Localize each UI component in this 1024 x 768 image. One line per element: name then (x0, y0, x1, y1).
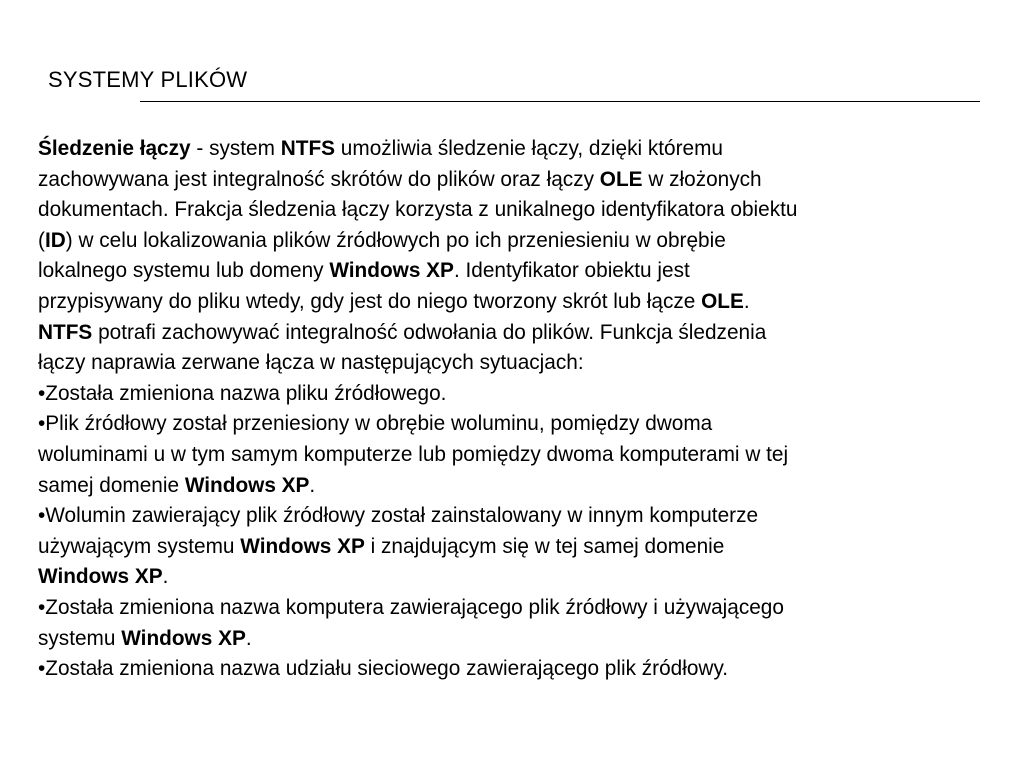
text-run: łączy naprawia zerwane łącza w następujących sytuacjach: (38, 351, 584, 375)
text-run: dokumentach. Frakcja śledzenia łączy korzysta z unikalnego identyfikatora obiektu (38, 198, 798, 222)
text-run: w złożonych (642, 167, 762, 191)
text-run: . (162, 565, 169, 589)
bold-term: NTFS (38, 320, 93, 344)
body-line (38, 624, 988, 655)
text-run: zachowywana jest integralność skrótów do plików oraz łączy (38, 167, 600, 191)
body-line (38, 134, 988, 165)
bold-term: Windows XP (329, 259, 454, 283)
text-run: •Została zmieniona nazwa komputera zawierającego plik źródłowy i używającego (38, 595, 784, 619)
body-line (38, 593, 988, 624)
bold-term: Windows XP (121, 626, 246, 650)
text-run: - system (190, 137, 281, 160)
body-line (38, 226, 988, 257)
bold-term: Windows XP (38, 565, 163, 589)
bold-term: Windows XP (240, 534, 365, 558)
text-run: samej domenie (38, 473, 185, 497)
body-line (38, 256, 988, 287)
text-run: lokalnego systemu lub domeny (38, 259, 330, 283)
text-run: woluminami u w tym samym komputerze lub pomiędzy dwoma komputerami w tej (38, 442, 789, 466)
text-run: . (309, 473, 316, 497)
bold-term: OLE (701, 289, 744, 313)
bold-term: OLE (599, 167, 643, 191)
body-line (38, 195, 988, 226)
text-run: i znajdującym się w tej samej domenie (364, 534, 725, 558)
text-run: używającym systemu (38, 534, 241, 558)
body-line (38, 471, 988, 502)
text-run: systemu (38, 626, 122, 650)
body-line (38, 318, 988, 349)
body-line (38, 379, 988, 410)
text-run: ( (38, 228, 45, 252)
text-run: . (245, 626, 252, 650)
slide-body-text (38, 134, 988, 685)
body-line (38, 654, 988, 685)
body-line (38, 440, 988, 471)
body-line (38, 501, 988, 532)
body-line (38, 562, 988, 593)
text-run: •Plik źródłowy został przeniesiony w obrębie woluminu, pomiędzy dwoma (38, 412, 713, 436)
body-line (38, 348, 988, 379)
text-run: . Identyfikator obiektu jest (453, 259, 690, 283)
text-run: umożliwia śledzenie łączy, dzięki któremu (335, 137, 724, 160)
text-run: •Wolumin zawierający plik źródłowy został zainstalowany w innym komputerze (38, 504, 759, 528)
text-run: ) w celu lokalizowania plików źródłowych po ich przeniesieniu w obrębie (65, 228, 726, 252)
body-line (38, 165, 988, 196)
bold-term: Śledzenie łączy (38, 137, 191, 160)
text-run: •Została zmieniona nazwa pliku źródłowego. (38, 381, 447, 405)
body-line (38, 532, 988, 563)
bold-term: Windows XP (184, 473, 310, 497)
text-run: . (743, 289, 750, 313)
bold-term: ID (44, 228, 66, 252)
text-run: przypisywany do pliku wtedy, gdy jest do niego tworzony skrót lub łącze (38, 289, 702, 313)
body-line (38, 409, 988, 440)
slide-title: SYSTEMY PLIKÓW (48, 67, 248, 92)
body-line (38, 287, 988, 318)
bold-term: NTFS (280, 137, 336, 160)
text-run: •Została zmieniona nazwa udziału sieciowego zawierającego plik źródłowy. (38, 657, 729, 681)
title-underline-divider (140, 101, 980, 102)
text-run: potrafi zachowywać integralność odwołania do plików. Funkcja śledzenia (92, 320, 767, 344)
